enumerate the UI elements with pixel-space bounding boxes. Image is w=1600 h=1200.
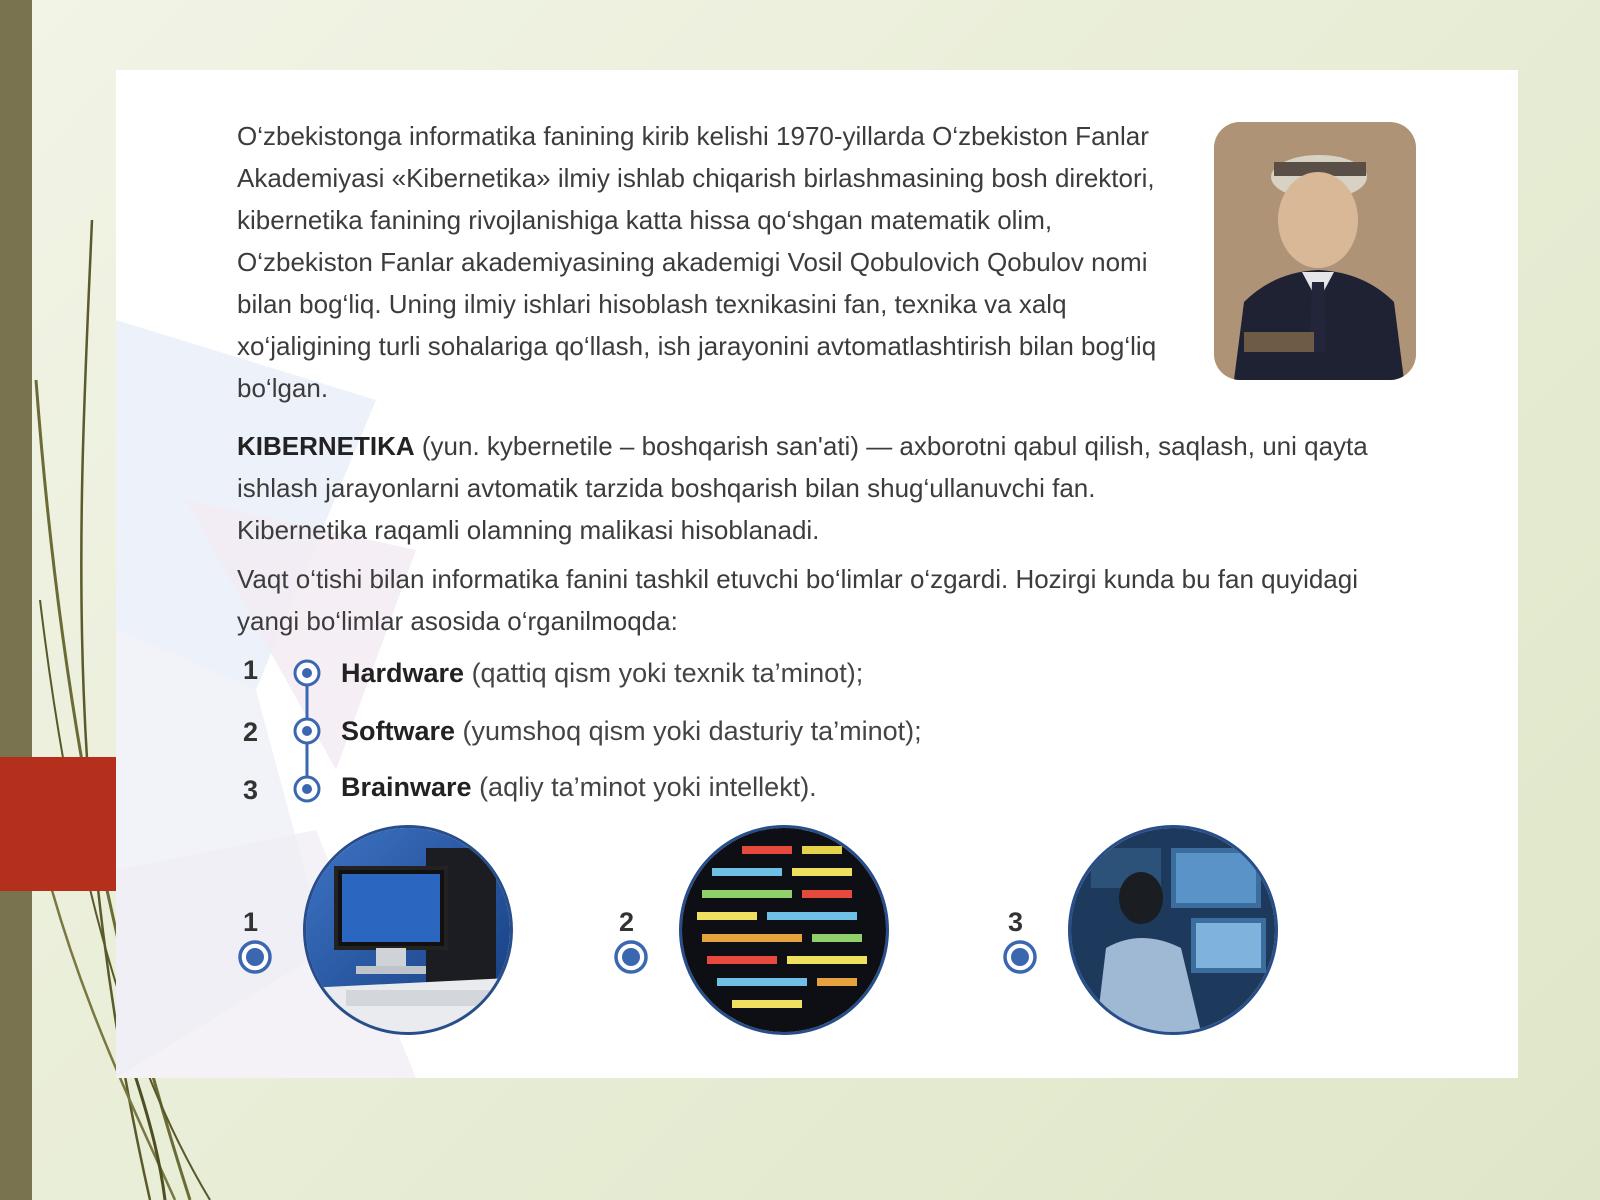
person-monitors-icon	[1068, 825, 1278, 1035]
definition-note: Kibernetika raqamli olamning malikasi hisoblanadi.	[237, 515, 820, 545]
list-item-desc: (aqliy ta’minot yoki intellekt).	[471, 772, 817, 802]
list-item-term: Brainware	[341, 772, 472, 802]
intro-paragraph: O‘zbekistonga informatika fanining kirib kelishi 1970-yillarda O‘zbekiston Fanlar Akademiyasi «Kibernetika» ilmiy ishlab chiqarish birlashmasining bosh direktori, kibernetika fanining rivojlanishiga katta hissa qo‘shgan matematik olim, O‘zbekiston Fanlar akademiyasining akademigi Vosil Qobulovich Qobulov nomi bilan bog‘liq. Uning ilmiy ishlari hisoblash texnikasini fan, texnika va xalq xo‘jaligining turli sohalariga qo‘llash, ish jarayonini avtomatlashtirish bilan bog‘liq bo‘lgan.	[237, 121, 1157, 403]
content-card	[116, 70, 1518, 1078]
definition-paragraph	[237, 425, 1427, 551]
item-number: 3	[1008, 907, 1024, 937]
definition-text: (yun. kybernetile – boshqarish san'ati) — axborotni qabul qilish, saqlash, uni qayta ishlash jarayonlarni avtomatik tarzida boshqarish bilan shug‘ullanuvchi fan.	[237, 431, 1368, 503]
list-item-term: Hardware	[341, 658, 465, 688]
list-item-number: 1	[243, 655, 259, 685]
list-item-text	[341, 711, 922, 751]
list-item-text	[341, 767, 817, 807]
hardware-item	[237, 825, 537, 1040]
red-accent-block	[0, 757, 116, 891]
sections-list	[237, 653, 1137, 833]
list-item	[237, 653, 1137, 693]
bullet-icon	[1002, 939, 1038, 975]
definition-term: KIBERNETIKA	[237, 431, 415, 461]
list-item	[237, 767, 1137, 807]
list-item-text	[341, 653, 863, 693]
brainware-item	[1002, 825, 1302, 1040]
list-item	[237, 711, 1137, 751]
list-item-desc: (yumshoq qism yoki dasturiy ta’minot);	[455, 716, 922, 746]
computer-icon	[303, 825, 513, 1035]
sections-paragraph: Vaqt o‘tishi bilan informatika fanini tashkil etuvchi bo‘limlar o‘zgardi. Hozirgi kunda bu fan quyidagi yangi bo‘limlar asosida o‘rganilmoqda:	[237, 564, 1358, 636]
code-screen-icon	[679, 825, 889, 1035]
item-number: 2	[619, 907, 635, 937]
portrait-photo	[1214, 122, 1416, 380]
bullet-icon	[613, 939, 649, 975]
software-item	[613, 825, 913, 1040]
bullet-icon	[237, 939, 273, 975]
list-item-desc: (qattiq qism yoki texnik ta’minot);	[464, 658, 864, 688]
list-item-number: 2	[243, 717, 259, 747]
list-item-number: 3	[243, 775, 259, 805]
list-item-term: Software	[341, 716, 456, 746]
item-number: 1	[243, 907, 259, 937]
